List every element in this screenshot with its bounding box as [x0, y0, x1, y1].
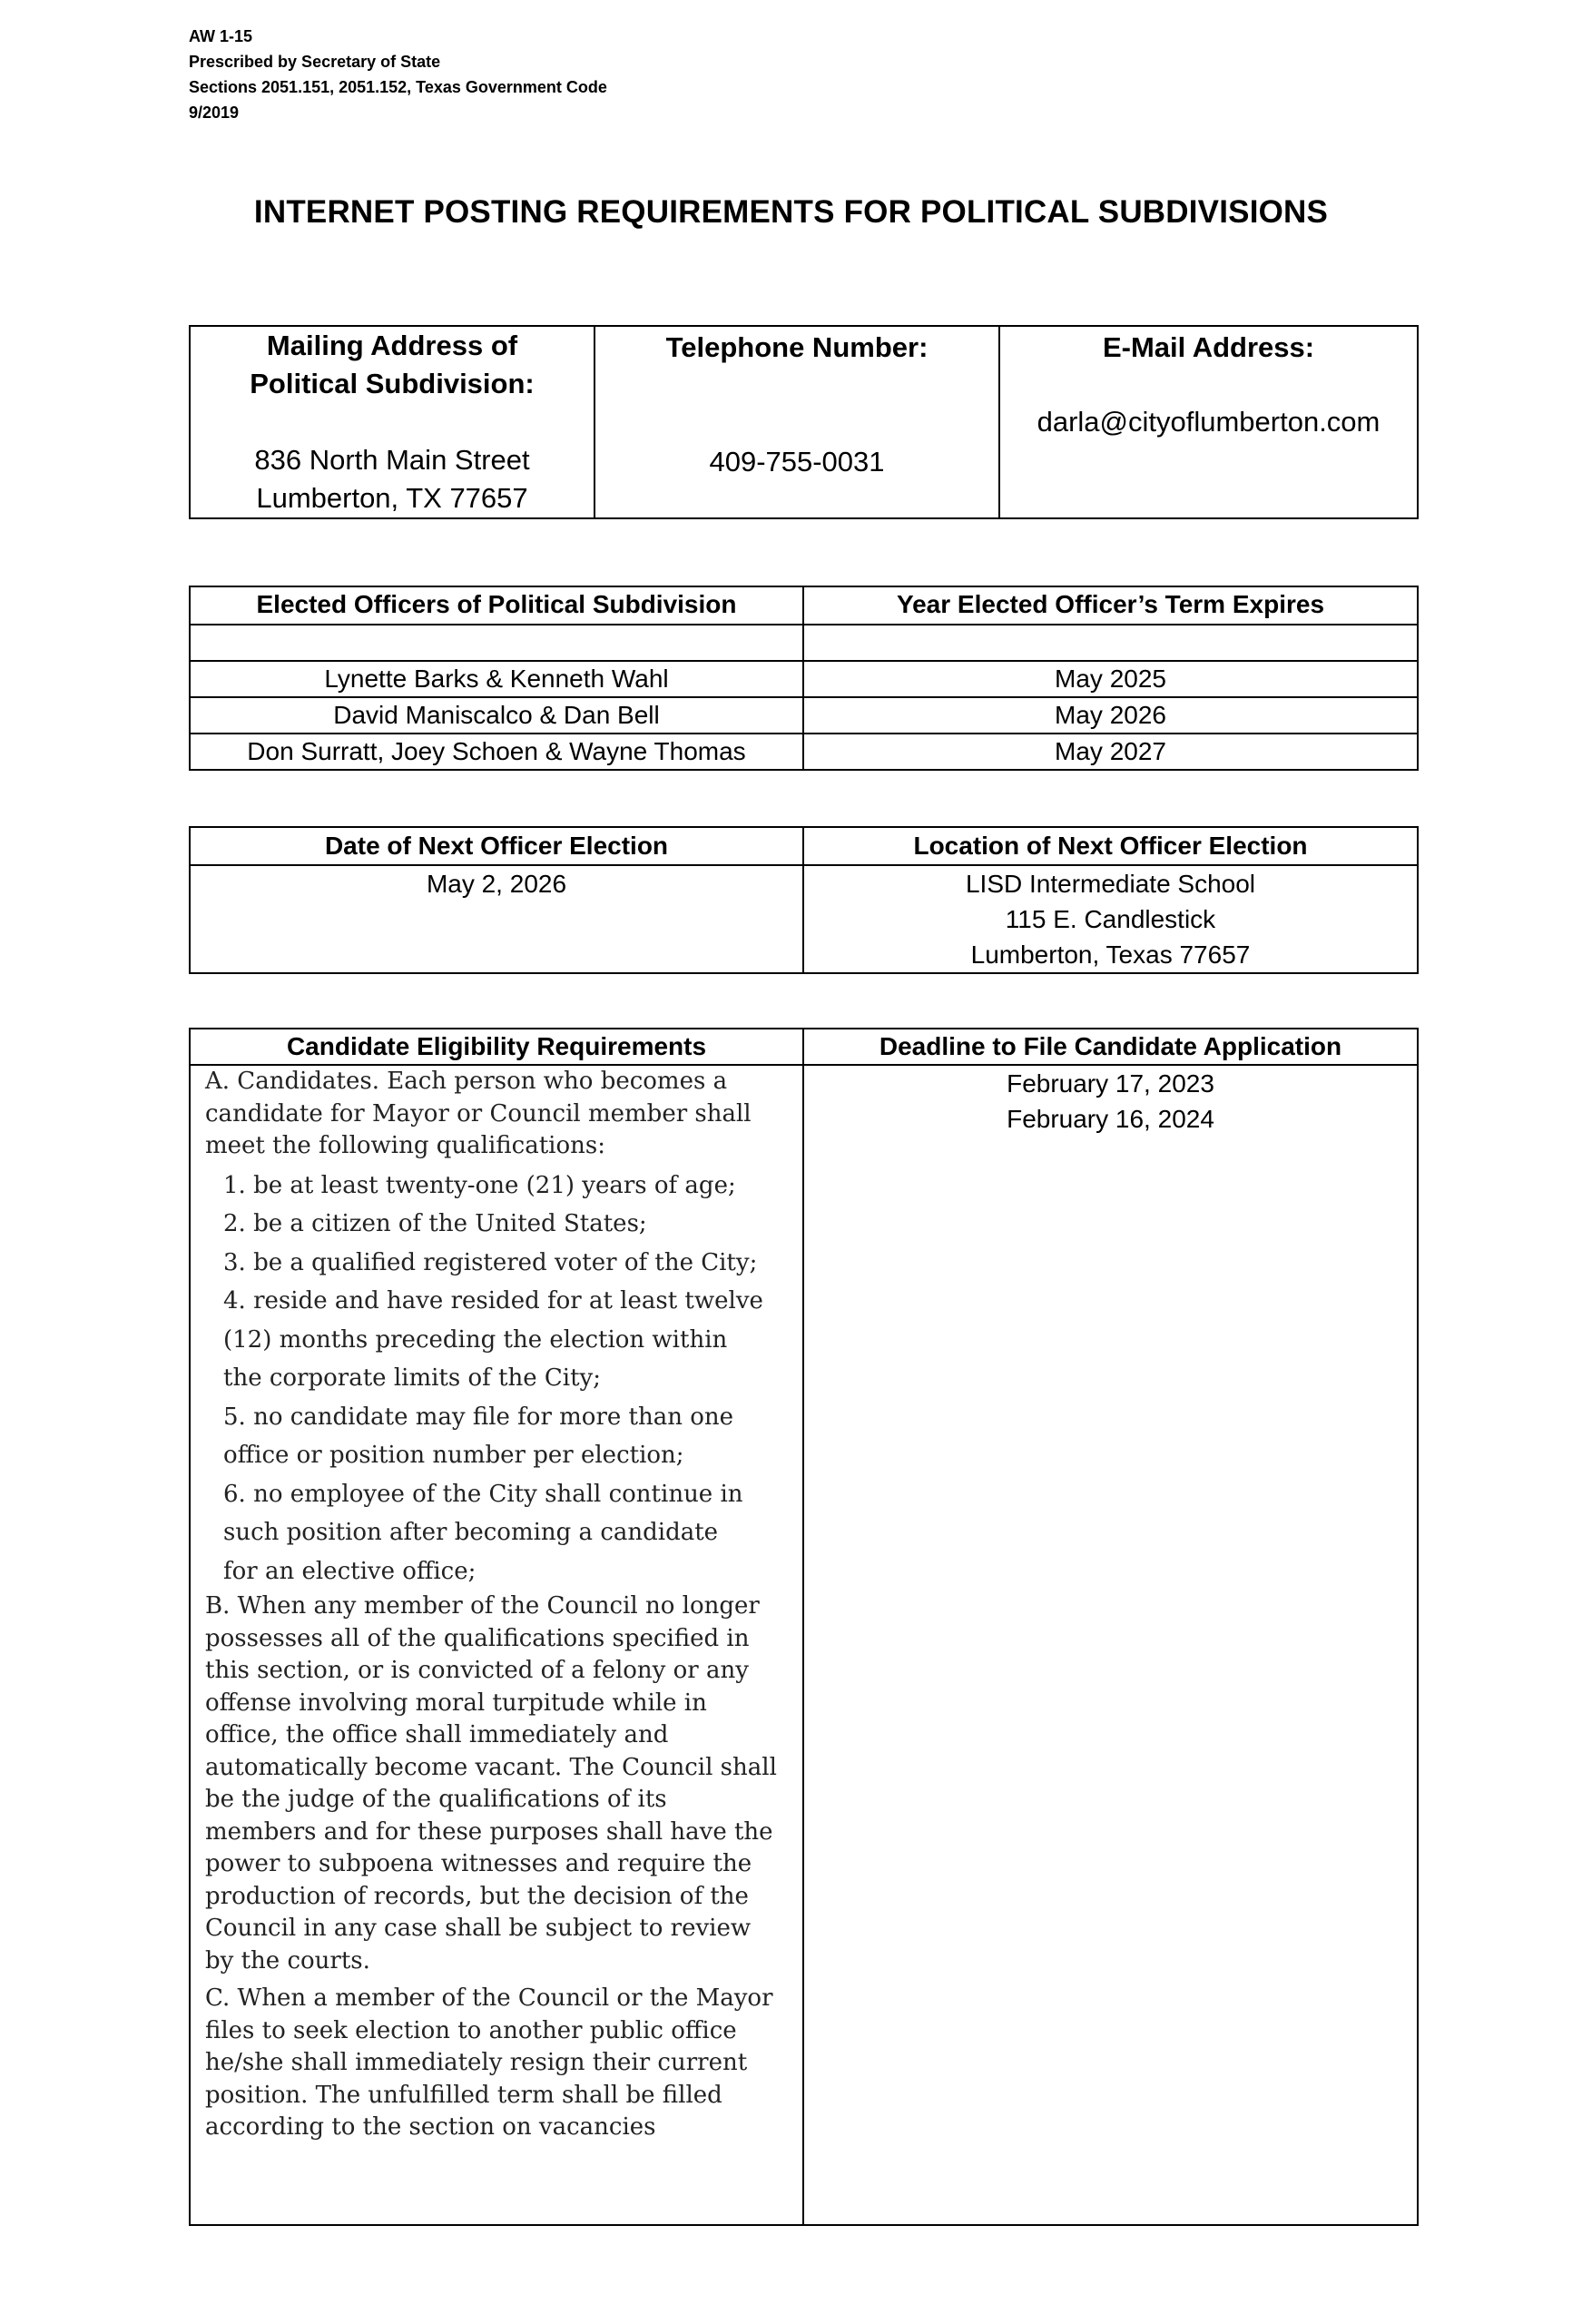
page-title: INTERNET POSTING REQUIREMENTS FOR POLITICAL SUBDIVISIONS — [253, 194, 1329, 230]
officers-table — [189, 586, 1419, 771]
requirements-paragraph-a: A. Candidates. Each person who becomes a candidate for Mayor or Council member shall meet the following qualifications: — [205, 1068, 752, 1159]
mailing-address-line1: 836 North Main Street — [254, 444, 530, 476]
election-location-header: Location of Next Officer Election — [803, 827, 1418, 865]
email-address: darla@cityoflumberton.com — [1037, 406, 1381, 438]
mailing-address-cell — [190, 326, 594, 518]
list-item: 1. be at least twenty-one (21) years of age; — [223, 1171, 736, 1199]
term-expires: May 2026 — [803, 697, 1418, 734]
officer-names: David Maniscalco & Dan Bell — [190, 697, 803, 734]
candidate-table — [189, 1028, 1419, 2226]
deadline-date: February 17, 2023 — [1007, 1069, 1214, 1098]
deadline-cell — [803, 1065, 1418, 2225]
list-item: 2. be a citizen of the United States; — [223, 1210, 647, 1237]
term-expires — [803, 625, 1418, 661]
term-expires: May 2025 — [803, 661, 1418, 697]
list-item: 4. reside and have resided for at least twelve (12) months preceding the election within the corporate limits of the City; — [223, 1287, 763, 1392]
election-date: May 2, 2026 — [426, 870, 567, 898]
requirements-paragraph-b: B. When any member of the Council no longer possesses all of the qualifications specified in this section, or is convicted of a felony or any offense involving moral turpitude while in office, the office shall immediately and automatically become vacant. The Council shall be the judge of the qualifications of its members and for these purposes shall have the power to subpoena witnesses and require the production of records, but the decision of the Council in any case shall be subject to review by the courts. — [205, 1592, 777, 1974]
election-location-line1: LISD Intermediate School — [965, 870, 1256, 898]
eligibility-requirements-cell — [190, 1065, 803, 2225]
election-location-line3: Lumberton, Texas 77657 — [970, 940, 1251, 969]
election-location-cell — [803, 865, 1418, 973]
eligibility-header: Candidate Eligibility Requirements — [190, 1029, 803, 1065]
requirements-paragraph-c: C. When a member of the Council or the Mayor files to seek election to another public office he/she shall immediately resign their current position. The unfulfilled term shall be filled according to the section on vacancies — [205, 1984, 773, 2141]
deadline-date: February 16, 2024 — [1007, 1105, 1214, 1133]
form-header — [189, 24, 607, 125]
term-expires: May 2027 — [803, 734, 1418, 770]
election-table — [189, 826, 1419, 974]
election-date-header: Date of Next Officer Election — [190, 827, 803, 865]
telephone-cell — [594, 326, 999, 518]
officer-names: Lynette Barks & Kenneth Wahl — [190, 661, 803, 697]
code-sections: Sections 2051.151, 2051.152, Texas Government Code — [189, 78, 607, 96]
contact-table — [189, 325, 1419, 519]
email-cell — [999, 326, 1418, 518]
table-row — [190, 661, 1418, 697]
election-location-line2: 115 E. Candlestick — [1005, 905, 1216, 933]
term-expires-header: Year Elected Officer’s Term Expires — [803, 586, 1418, 625]
election-date-cell — [190, 865, 803, 973]
mailing-address-label: Mailing Address of Political Subdivision: — [250, 330, 535, 399]
form-id: AW 1-15 — [189, 27, 253, 45]
table-row — [190, 625, 1418, 661]
list-item: 3. be a qualified registered voter of the City; — [223, 1248, 758, 1276]
form-date: 9/2019 — [189, 103, 240, 122]
mailing-address-line2: Lumberton, TX 77657 — [256, 482, 528, 514]
deadline-header: Deadline to File Candidate Application — [803, 1029, 1418, 1065]
prescribed-by: Prescribed by Secretary of State — [189, 53, 441, 71]
telephone-number: 409-755-0031 — [709, 446, 885, 478]
email-label: E-Mail Address: — [1102, 331, 1315, 363]
list-item: 6. no employee of the City shall continue in such position after becoming a candidate for an elective office; — [223, 1480, 743, 1585]
officers-header: Elected Officers of Political Subdivision — [190, 586, 803, 625]
table-row — [190, 734, 1418, 770]
list-item: 5. no candidate may file for more than one office or position number per election; — [223, 1403, 734, 1469]
officer-names: Don Surratt, Joey Schoen & Wayne Thomas — [190, 734, 803, 770]
table-row — [190, 697, 1418, 734]
officer-names — [190, 625, 803, 661]
telephone-label: Telephone Number: — [665, 331, 929, 363]
